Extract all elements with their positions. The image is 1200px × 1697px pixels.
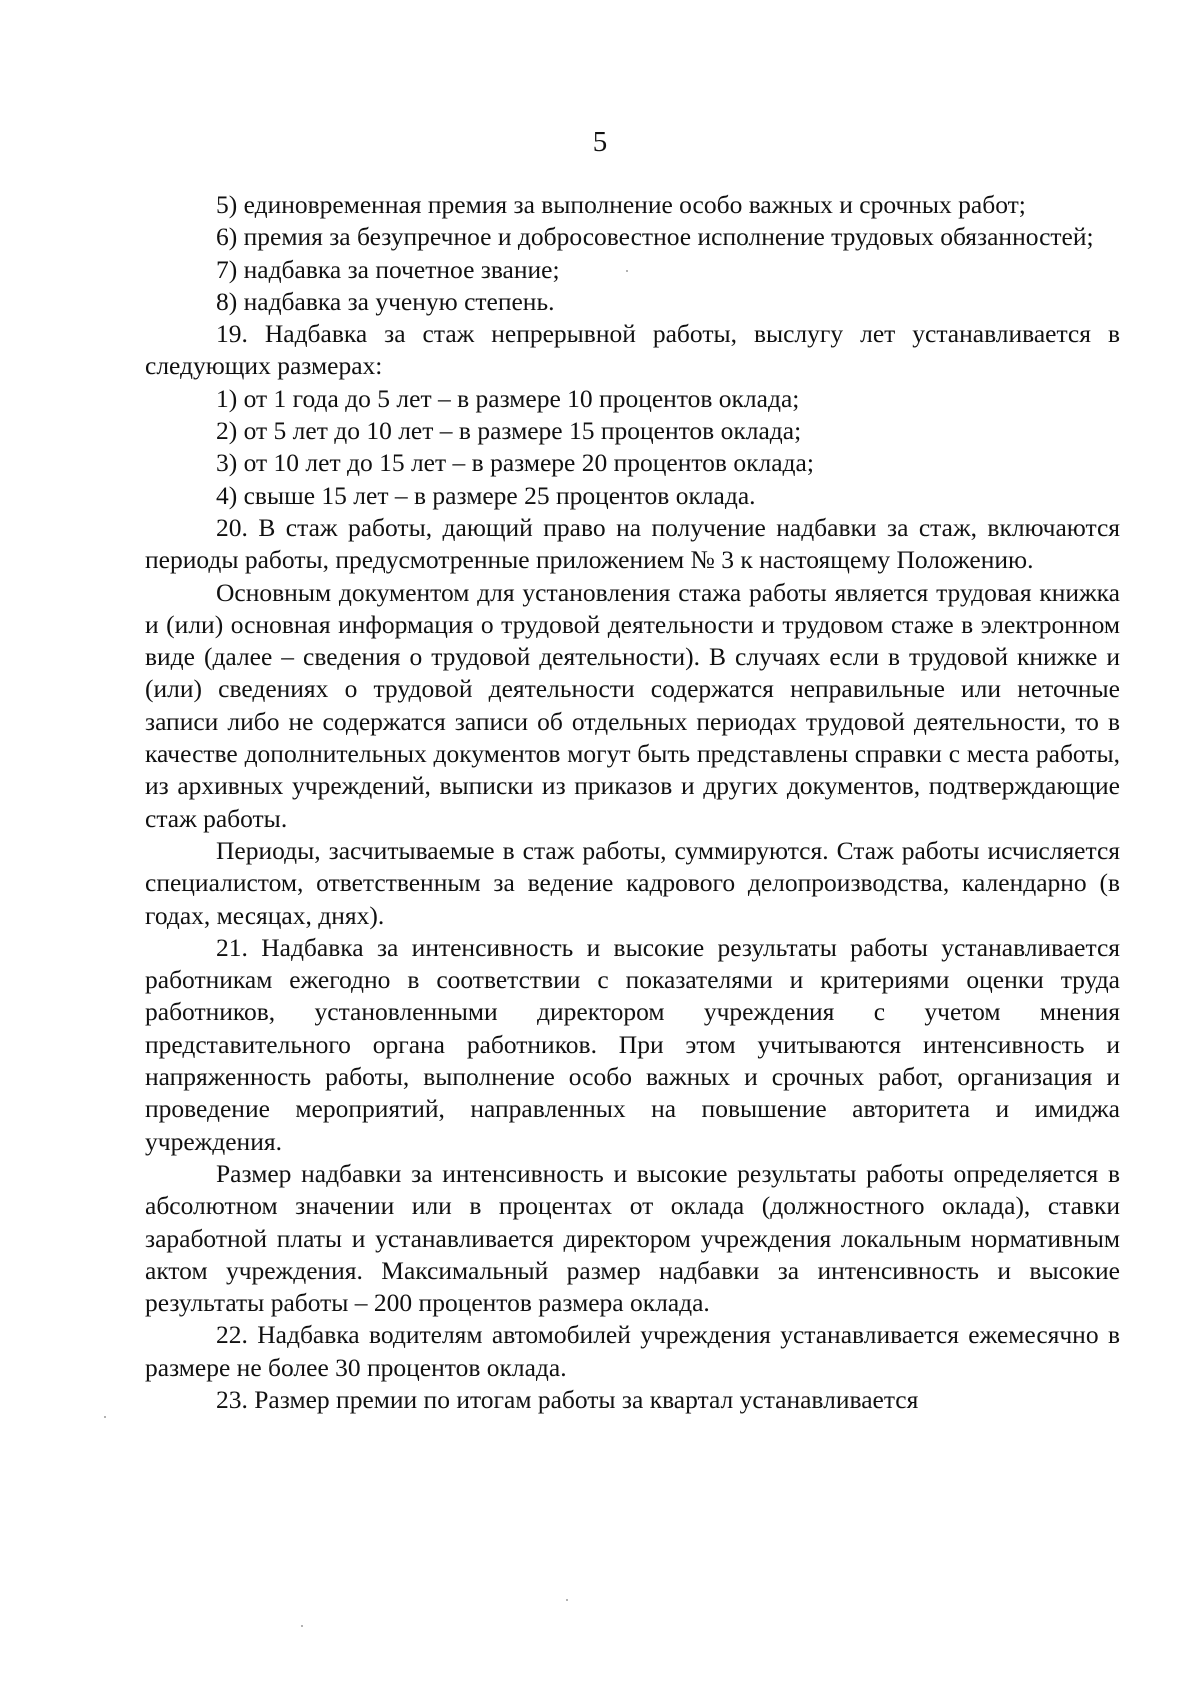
scan-speck xyxy=(566,1599,568,1601)
seniority-rate-4: 4) свыше 15 лет – в размере 25 процентов оклада. xyxy=(216,480,756,510)
list-item-honorary-title-allowance: 7) надбавка за почетное звание; xyxy=(216,254,560,284)
paragraph-periods-summation: Периоды, засчитываемые в стаж работы, суммируются. Стаж работы исчисляется специалистом, ответственным за ведение кадрового делопроизводства, календарно (в годах, месяцах, днях). xyxy=(145,835,1120,930)
clause-23: 23. Размер премии по итогам работы за квартал устанавливается xyxy=(216,1384,919,1414)
paragraph-main-document: Основным документом для установления стажа работы является трудовая книжка и (или) основная информация о трудовой деятельности и трудовом стаже в электронном виде (далее – сведения о трудовой деятельности). В случаях если в трудовой книжке и (или) сведениях о трудовой деятельности содержатся неправильные или неточные записи либо не содержатся записи об отдельных периодах трудовой деятельности, то в качестве дополнительных документов могут быть представлены справки с места работы, из архивных учреждений, выписки из приказов и других документов, подтверждающие стаж работы. xyxy=(145,577,1120,833)
list-item-academic-degree-allowance: 8) надбавка за ученую степень. xyxy=(216,286,555,316)
clause-22: 22. Надбавка водителям автомобилей учреждения устанавливается ежемесячно в размере не более 30 процентов оклада. xyxy=(145,1320,1120,1382)
scan-speck xyxy=(626,270,628,272)
seniority-rate-3: 3) от 10 лет до 15 лет – в размере 20 процентов оклада; xyxy=(216,448,814,478)
clause-20: 20. В стаж работы, дающий право на получение надбавки за стаж, включаются периоды работы, предусмотренные приложением № 3 к настоящему Положению. xyxy=(145,512,1120,575)
paragraph-allowance-size: Размер надбавки за интенсивность и высокие результаты работы определяется в абсолютном значении или в процентах от оклада (должностного оклада), ставки заработной платы и устанавливается директором учреждения локальным нормативным актом учреждения. Максимальный размер надбавки за интенсивность и высокие результаты работы – 200 процентов размера оклада. xyxy=(145,1158,1120,1318)
seniority-rate-2: 2) от 5 лет до 10 лет – в размере 15 процентов оклада; xyxy=(216,416,802,446)
list-item-bonus-conscientious-performance: 6) премия за безупречное и добросовестное исполнение трудовых обязанностей; xyxy=(216,222,1094,252)
clause-19: 19. Надбавка за стаж непрерывной работы, выслугу лет устанавливается в следующих размерах: xyxy=(145,319,1120,381)
seniority-rate-1: 1) от 1 года до 5 лет – в размере 10 процентов оклада; xyxy=(216,383,800,413)
page-number: 5 xyxy=(592,126,608,158)
scan-speck xyxy=(104,1416,106,1418)
clause-21: 21. Надбавка за интенсивность и высокие результаты работы устанавливается работникам ежегодно в соответствии с показателями и критериями оценки труда работников, установленными директором учреждения с учетом мнения представительного органа работников. При этом учитываются интенсивность и напряженность работы, выполнение особо важных и срочных работ, организация и проведение мероприятий, направленных на повышение авторитета и имиджа учреждения. xyxy=(145,932,1120,1156)
document-body xyxy=(145,189,1120,1416)
list-item-bonus-urgent-work: 5) единовременная премия за выполнение особо важных и срочных работ; xyxy=(216,190,1026,219)
scan-speck xyxy=(301,1625,303,1627)
